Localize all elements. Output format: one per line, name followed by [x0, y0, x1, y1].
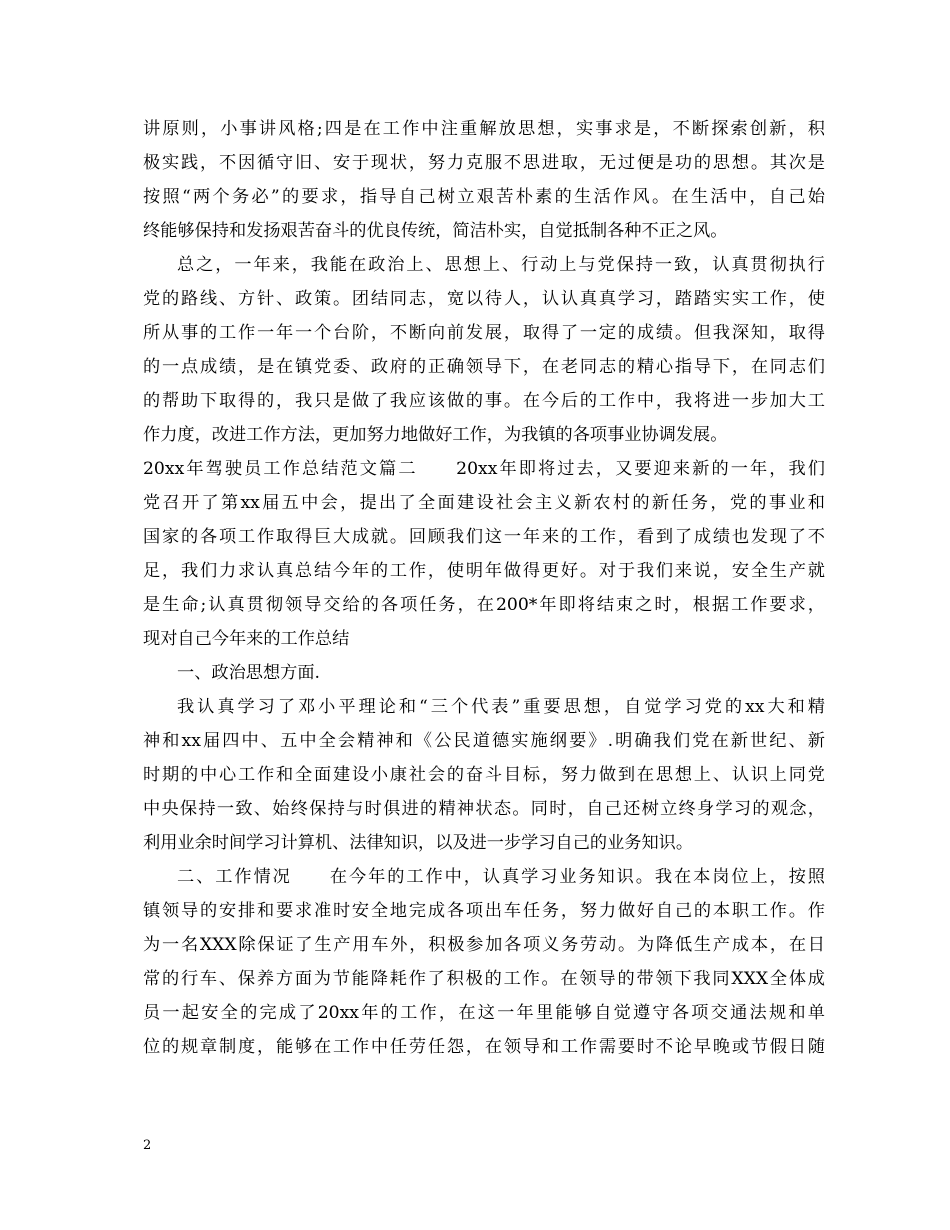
text-line: 终能够保持和发扬艰苦奋斗的优良传统，简洁朴实，自觉抵制各种不正之风。: [143, 221, 728, 241]
text-line: 总之，一年来，我能在政治上、思想上、行动上与党保持一致，认真贯彻执行: [177, 255, 825, 275]
text-line: 20xx年驾驶员工作总结范文篇二 20xx年即将过去，又要迎来新的一年，我们: [143, 459, 825, 479]
text-line: 利用业余时间学习计算机、法律知识，以及进一步学习自己的业务知识。: [143, 833, 694, 853]
text-line: 讲原则，小事讲风格;四是在工作中注重解放思想，实事求是，不断探索创新，积: [143, 119, 825, 139]
text-line: 国家的各项工作取得巨大成就。回顾我们这一年来的工作，看到了成绩也发现了不: [143, 527, 825, 547]
text-line: 镇领导的安排和要求准时安全地完成各项出车任务，努力做好自己的本职工作。作: [143, 901, 825, 921]
text-line: 按照“两个务必”的要求，指导自己树立艰苦朴素的生活作风。在生活中，自己始: [143, 187, 825, 207]
text-line: 作力度，改进工作方法，更加努力地做好工作，为我镇的各项事业协调发展。: [143, 425, 728, 445]
text-line: 所从事的工作一年一个台阶，不断向前发展，取得了一定的成绩。但我深知，取得: [143, 323, 825, 343]
document-body: [143, 112, 825, 1064]
text-line: 神和xx届四中、五中全会精神和《公民道德实施纲要》.明确我们党在新世纪、新: [143, 731, 825, 751]
text-line: 党召开了第xx届五中会，提出了全面建设社会主义新农村的新任务，党的事业和: [143, 493, 825, 513]
text-line: 员一起安全的完成了20xx年的工作，在这一年里能够自觉遵守各项交通法规和单: [143, 1003, 825, 1023]
text-line: 二、工作情况 在今年的工作中，认真学习业务知识。我在本岗位上，按照: [177, 867, 825, 887]
text-line: 中央保持一致、始终保持与时俱进的精神状态。同时，自己还树立终身学习的观念，: [143, 799, 825, 819]
text-line: 常的行车、保养方面为节能降耗作了积极的工作。在领导的带领下我同XXX全体成: [143, 969, 825, 989]
text-line: 足，我们力求认真总结今年的工作，使明年做得更好。对于我们来说，安全生产就: [143, 561, 825, 581]
text-line: 一、政治思想方面.: [177, 663, 320, 683]
text-line: 的帮助下取得的，我只是做了我应该做的事。在今后的工作中，我将进一步加大工: [143, 391, 825, 411]
text-line: 是生命;认真贯彻领导交给的各项任务，在200*年即将结束之时，根据工作要求，: [143, 595, 825, 615]
text-line: 的一点成绩，是在镇党委、政府的正确领导下，在老同志的精心指导下，在同志们: [143, 357, 825, 377]
text-line: 现对自己今年来的工作总结: [143, 629, 350, 649]
text-line: 时期的中心工作和全面建设小康社会的奋斗目标，努力做到在思想上、认识上同党: [143, 765, 825, 785]
text-line: 党的路线、方针、政策。团结同志，宽以待人，认认真真学习，踏踏实实工作，使: [143, 289, 825, 309]
text-line: 我认真学习了邓小平理论和“三个代表”重要思想，自觉学习党的xx大和精: [177, 697, 825, 717]
text-line: 极实践，不因循守旧、安于现状，努力克服不思进取，无过便是功的思想。其次是: [143, 153, 825, 173]
page-number: 2: [143, 1138, 152, 1153]
text-line: 位的规章制度，能够在工作中任劳任怨，在领导和工作需要时不论早晚或节假日随: [143, 1037, 825, 1057]
text-line: 为一名XXX除保证了生产用车外，积极参加各项义务劳动。为降低生产成本，在日: [143, 935, 825, 955]
